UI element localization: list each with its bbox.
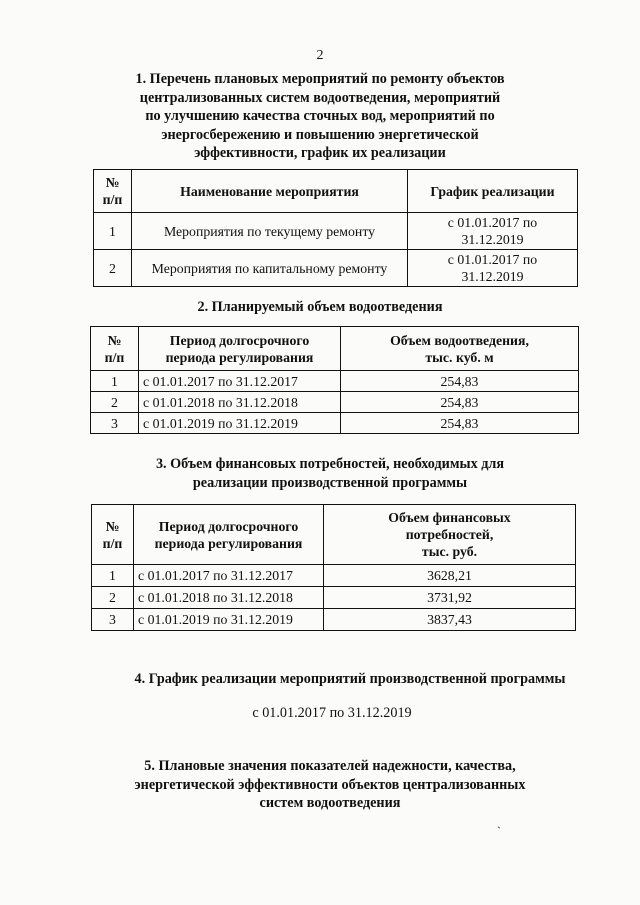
num-header-line1: № [105, 518, 120, 534]
section1-heading-line: по улучшению качества сточных вод, мероприятий по [145, 108, 495, 124]
num-header [92, 505, 134, 565]
num-header [94, 170, 132, 213]
amount-cell: 3837,43 [324, 609, 576, 631]
num-header-line2: п/п [102, 192, 123, 207]
financing-table [91, 504, 576, 631]
num-header-line1: № [105, 175, 120, 190]
amount-cell: 3628,21 [324, 565, 576, 587]
row-number: 3 [91, 413, 139, 434]
table-row [91, 413, 579, 434]
section3-heading [120, 455, 540, 492]
table-row [92, 609, 576, 631]
volume-table [90, 326, 579, 434]
table-row [94, 213, 578, 250]
activity-name: Мероприятия по текущему ремонту [132, 213, 408, 250]
table-header-row [94, 170, 578, 213]
section5-heading-line: энергетической эффективности объектов централизованных [134, 776, 526, 793]
row-number: 2 [91, 392, 139, 413]
section1-heading-line: энергосбережению и повышению энергетической [161, 126, 479, 143]
row-number: 2 [92, 587, 134, 609]
num-header [91, 327, 139, 371]
period-header [134, 505, 324, 565]
volume-cell: 254,83 [341, 413, 579, 434]
period-cell: с 01.01.2018 по 31.12.2018 [139, 392, 341, 413]
schedule-line2: 31.12.2019 [461, 232, 524, 247]
activity-name: Мероприятия по капитальному ремонту [132, 250, 408, 287]
table-row [94, 250, 578, 287]
volume-header [341, 327, 579, 371]
period-header-line1: Период долгосрочного [158, 518, 299, 534]
table-header-row [91, 327, 579, 371]
period-header [139, 327, 341, 371]
num-header-line1: № [107, 332, 122, 348]
volume-cell: 254,83 [341, 392, 579, 413]
schedule-line1: с 01.01.2017 по [447, 215, 538, 230]
period-cell: с 01.01.2018 по 31.12.2018 [134, 587, 324, 609]
activity-name-header: Наименование мероприятия [132, 170, 408, 213]
period-header-line1: Период долгосрочного [169, 332, 310, 348]
period-cell: с 01.01.2017 по 31.12.2017 [134, 565, 324, 587]
row-number: 3 [92, 609, 134, 631]
period-cell: с 01.01.2019 по 31.12.2019 [139, 413, 341, 434]
schedule-header: График реализации [408, 170, 578, 213]
row-number: 1 [91, 371, 139, 392]
section4-heading: 4. График реализации мероприятий производственной программы [134, 671, 566, 687]
schedule-line2: 31.12.2019 [461, 269, 524, 284]
row-number: 1 [92, 565, 134, 587]
num-header-line2: п/п [104, 349, 125, 365]
period-header-line2: периода регулирования [165, 349, 314, 365]
volume-header-line1: Объем водоотведения, [390, 332, 529, 348]
table-row [92, 587, 576, 609]
finance-header [324, 505, 576, 565]
section3-heading-line: реализации производственной программы [192, 474, 468, 491]
table-row [91, 392, 579, 413]
schedule-cell [408, 213, 578, 250]
page-number: 2 [316, 48, 324, 63]
table-header-row [92, 505, 576, 565]
period-cell: с 01.01.2017 по 31.12.2017 [139, 371, 341, 392]
section5-heading-line: 5. Плановые значения показателей надежности, качества, [144, 758, 516, 774]
row-number: 1 [94, 213, 132, 250]
table-row [92, 565, 576, 587]
amount-cell: 3731,92 [324, 587, 576, 609]
section1-heading-line: централизованных систем водоотведения, мероприятий [139, 89, 501, 106]
section1-heading-line: 1. Перечень плановых мероприятий по ремонту объектов [135, 71, 505, 87]
finance-header-line3: тыс. руб. [421, 544, 478, 559]
period-cell: с 01.01.2019 по 31.12.2019 [134, 609, 324, 631]
section2-heading: 2. Планируемый объем водоотведения [197, 299, 443, 315]
table-row [91, 371, 579, 392]
volume-cell: 254,83 [341, 371, 579, 392]
section1-heading-line: эффективности, график их реализации [194, 145, 446, 161]
num-header-line2: п/п [102, 535, 123, 551]
section5-heading [90, 757, 570, 813]
finance-header-line2: потребностей, [405, 527, 494, 542]
volume-header-line2: тыс. куб. м [425, 349, 494, 365]
period-header-line2: периода регулирования [154, 535, 303, 551]
activities-table [93, 169, 578, 287]
schedule-cell [408, 250, 578, 287]
section4-period: с 01.01.2017 по 31.12.2019 [252, 705, 412, 721]
section5-heading-line: систем водоотведения [259, 795, 401, 811]
section1-heading [100, 70, 540, 163]
finance-header-line1: Объем финансовых [388, 510, 511, 525]
schedule-line1: с 01.01.2017 по [447, 252, 538, 267]
stray-mark: ˏ [497, 815, 501, 829]
row-number: 2 [94, 250, 132, 287]
section3-heading-line: 3. Объем финансовых потребностей, необходимых для [155, 456, 505, 472]
